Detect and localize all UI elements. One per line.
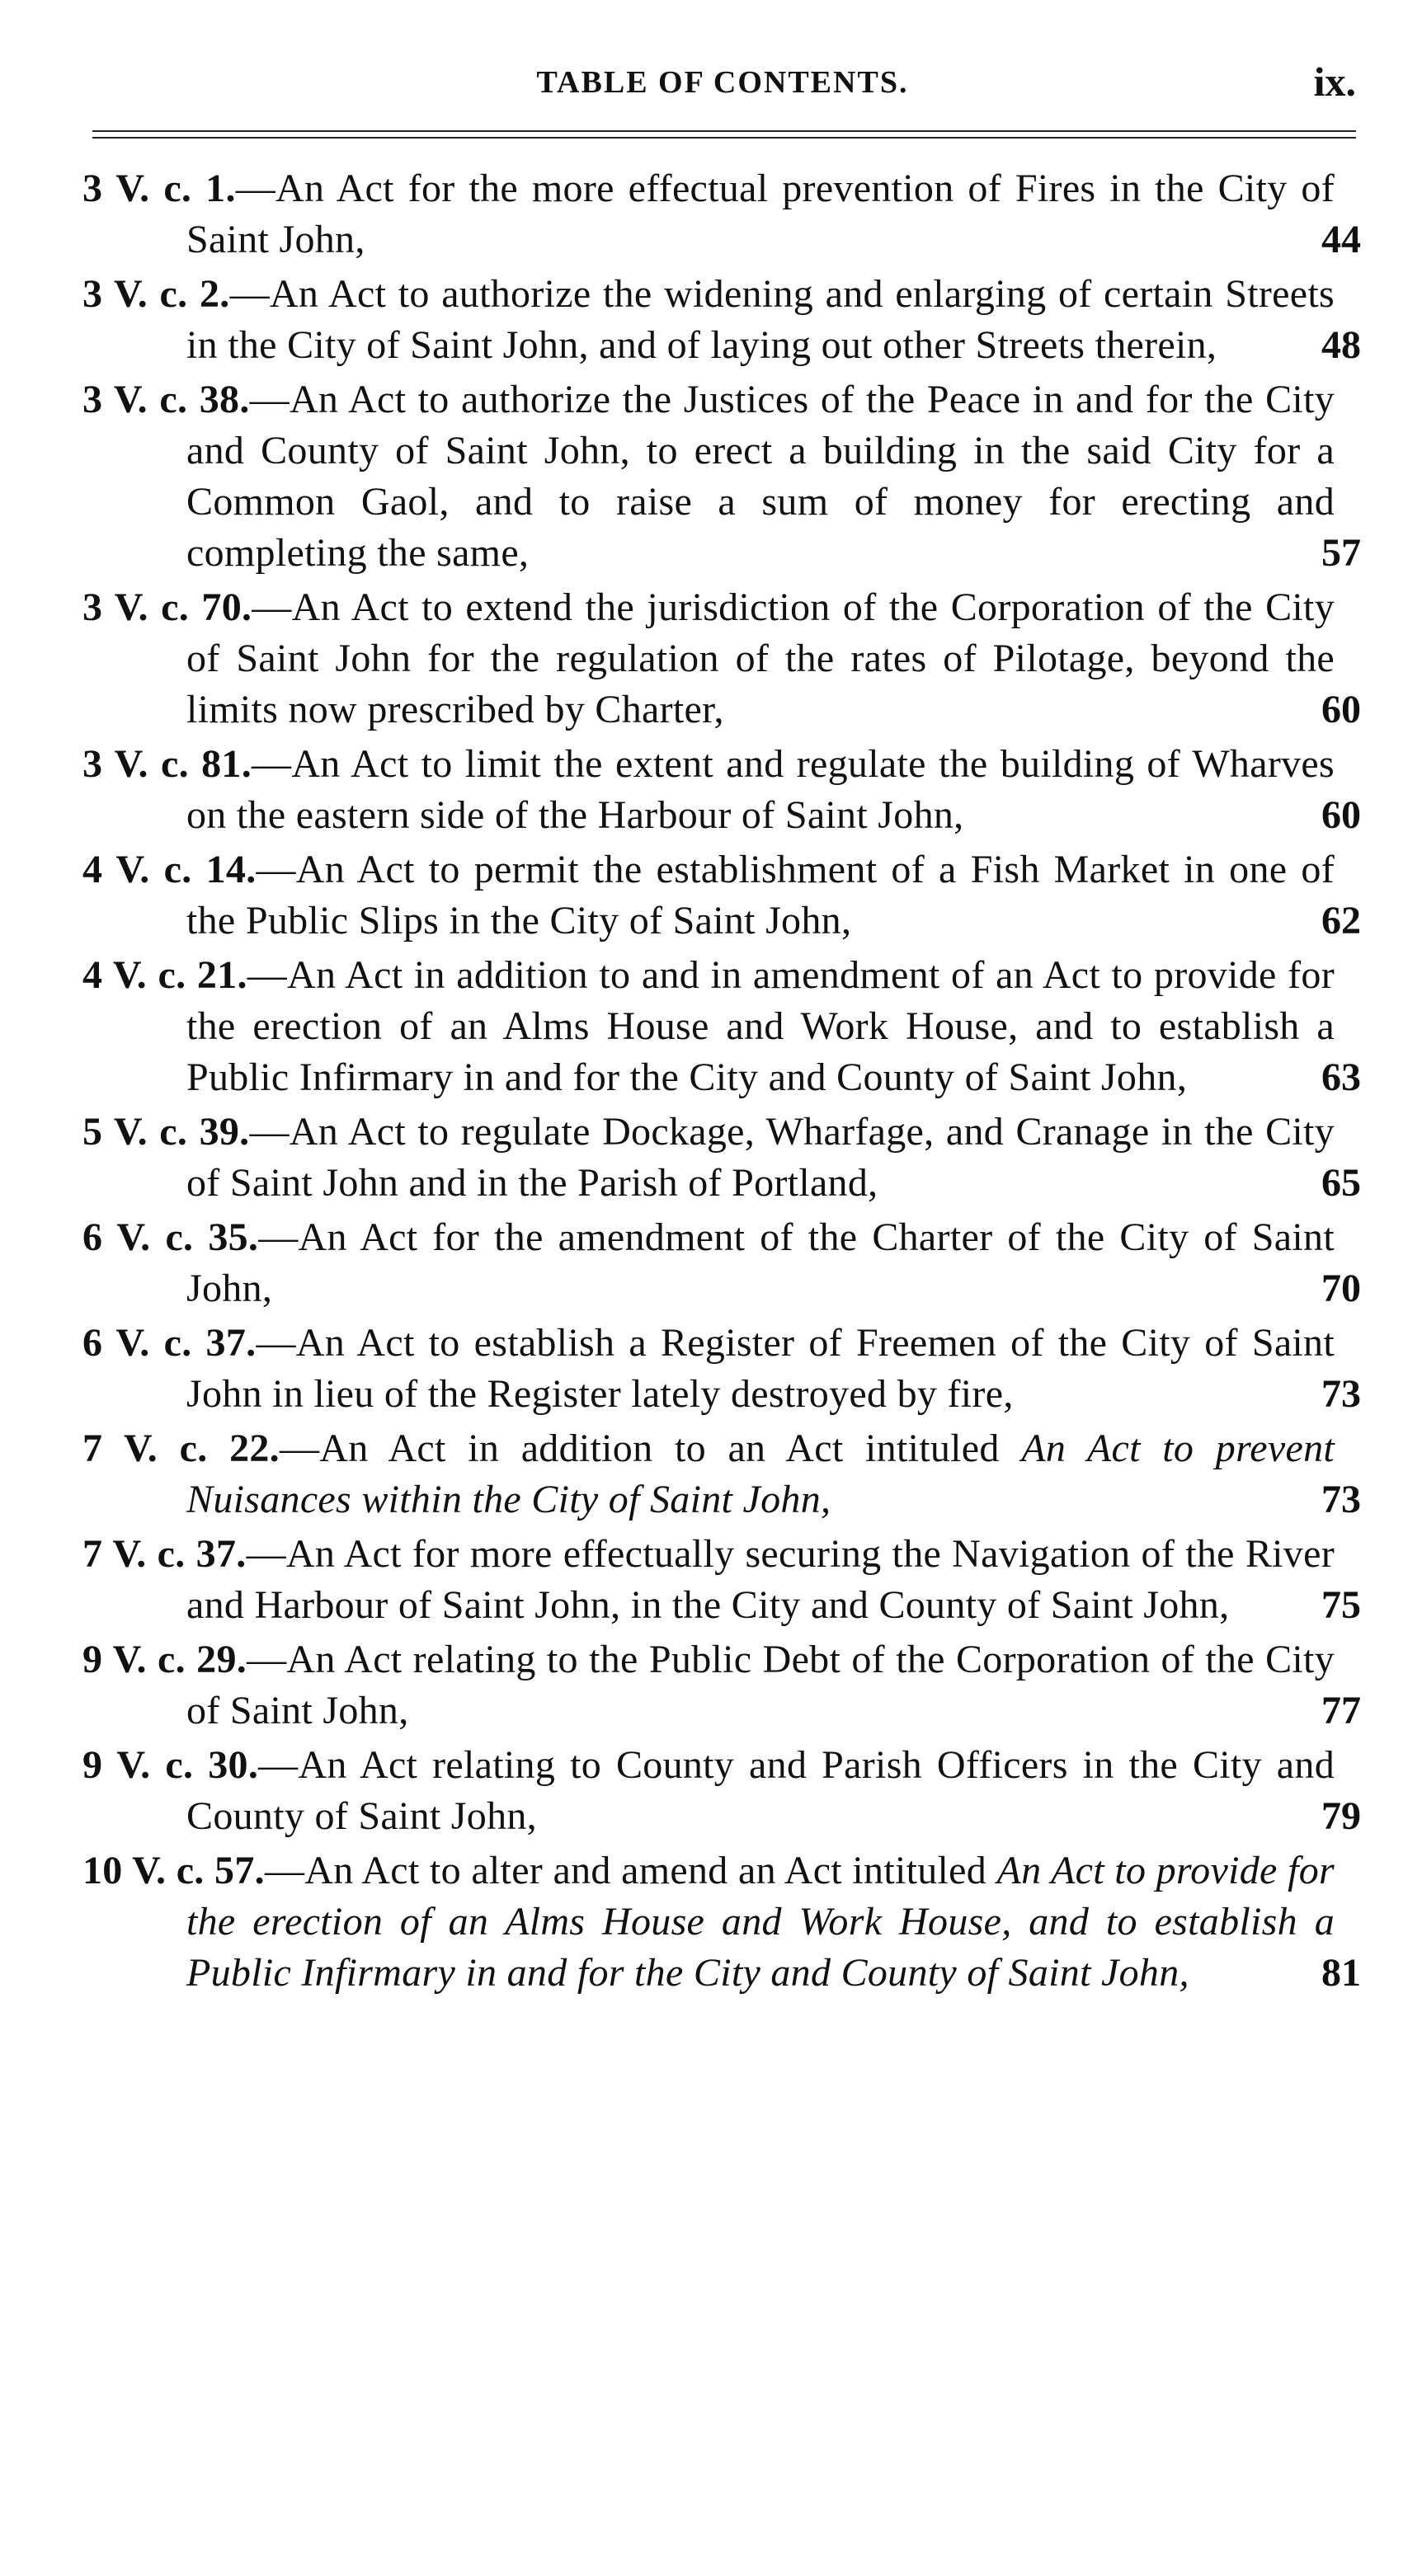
act-reference: 9 V. c. 30. [82,1743,259,1787]
act-title: —An Act to authorize the Justices of the Peace in and for the City and County of Saint John, to erect a building in the said City for a Common Gaol, and to raise a sum of money for erecting and completing the same, [186,378,1335,575]
page-header [89,58,1356,115]
entry-page-number: 60 [1321,793,1361,837]
running-title: TABLE OF CONTENTS. [536,65,909,100]
act-reference: 6 V. c. 37. [82,1321,257,1365]
act-reference: 7 V. c. 22. [82,1427,280,1470]
act-reference: 10 V. c. 57. [82,1849,265,1892]
act-reference: 4 V. c. 14. [82,848,257,891]
contents-entry [82,950,1361,1103]
act-title-italic: An Act to provide for the erection of an Alms House and Work House, and to establish a Public Infirmary in and for the City and County of Saint John, [186,1849,1335,1995]
contents-entry [82,739,1361,841]
entry-page-number: 79 [1321,1794,1361,1838]
act-reference: 6 V. c. 35. [82,1215,259,1259]
header-rule-top [92,130,1356,132]
act-title: —An Act to limit the extent and regulate the building of Wharves on the eastern side of the Harbour of Saint John, [186,742,1335,837]
act-title: —An Act for more effectually securing the Navigation of the River and Harbour of Saint John, in the City and County of Saint John, [186,1532,1335,1627]
act-title: —An Act in addition to and in amendment of an Act to provide for the erection of an Alms House and Work House, and to establish a Public Infirmary in and for the City and County of Saint John, [186,953,1335,1099]
entry-page-number: 73 [1321,1478,1361,1521]
act-title: —An Act to authorize the widening and enlarging of certain Streets in the City of Saint John, and of laying out other Streets therein, [186,272,1335,367]
act-title: —An Act to regulate Dockage, Wharfage, and Cranage in the City of Saint John and in the Parish of Portland, [186,1110,1335,1205]
entry-page-number: 65 [1321,1161,1361,1205]
act-title: —An Act relating to the Public Debt of the Corporation of the City of Saint John, [186,1638,1335,1732]
contents-entry [82,269,1361,371]
contents-entry [82,1423,1361,1525]
entry-page-number: 70 [1321,1267,1361,1310]
act-title: —An Act to extend the jurisdiction of the Corporation of the City of Saint John for the regulation of the rates of Pilotage, beyond the limits now prescribed by Charter, [186,585,1335,731]
act-reference: 3 V. c. 2. [82,272,230,316]
act-reference: 3 V. c. 38. [82,378,250,421]
entry-page-number: 44 [1321,218,1361,261]
act-reference: 5 V. c. 39. [82,1110,250,1154]
entry-page-number: 81 [1321,1951,1361,1995]
act-reference: 7 V. c. 37. [82,1532,247,1576]
contents-list [82,163,1361,2002]
contents-entry [82,1529,1361,1631]
contents-entry [82,374,1361,579]
entry-page-number: 60 [1321,688,1361,731]
act-title: —An Act in addition to an Act intituled [279,1427,1022,1470]
contents-entry [82,844,1361,947]
header-rule-bottom [92,137,1356,139]
act-title: —An Act for the more effectual prevention of Fires in the City of Saint John, [186,167,1335,261]
contents-entry [82,163,1361,266]
act-title-italic: An Act to prevent Nuisances within the City of Saint John, [186,1427,1335,1521]
contents-entry [82,1634,1361,1737]
entry-page-number: 62 [1321,899,1361,942]
act-reference: 3 V. c. 70. [82,585,252,629]
contents-entry [82,1318,1361,1420]
act-title: —An Act relating to County and Parish Officers in the City and County of Saint John, [186,1743,1335,1838]
contents-entry [82,1845,1361,1999]
act-reference: 4 V. c. 21. [82,953,247,997]
act-reference: 9 V. c. 29. [82,1638,247,1681]
act-reference: 3 V. c. 1. [82,167,236,210]
entry-page-number: 75 [1321,1583,1361,1627]
contents-entry [82,1212,1361,1314]
act-title: —An Act to alter and amend an Act intituled [264,1849,997,1892]
act-title: —An Act for the amendment of the Charter of the City of Saint John, [186,1215,1335,1310]
page-number: ix. [1313,59,1356,105]
act-title: —An Act to establish a Register of Freemen of the City of Saint John in lieu of the Register lately destroyed by fire, [186,1321,1335,1416]
entry-page-number: 57 [1321,531,1361,575]
entry-page-number: 73 [1321,1372,1361,1416]
contents-entry [82,582,1361,736]
contents-entry [82,1740,1361,1842]
contents-entry [82,1107,1361,1209]
entry-page-number: 48 [1321,323,1361,367]
entry-page-number: 63 [1321,1055,1361,1099]
act-title: —An Act to permit the establishment of a Fish Market in one of the Public Slips in the City of Saint John, [186,848,1335,942]
entry-page-number: 77 [1321,1689,1361,1732]
act-reference: 3 V. c. 81. [82,742,252,786]
